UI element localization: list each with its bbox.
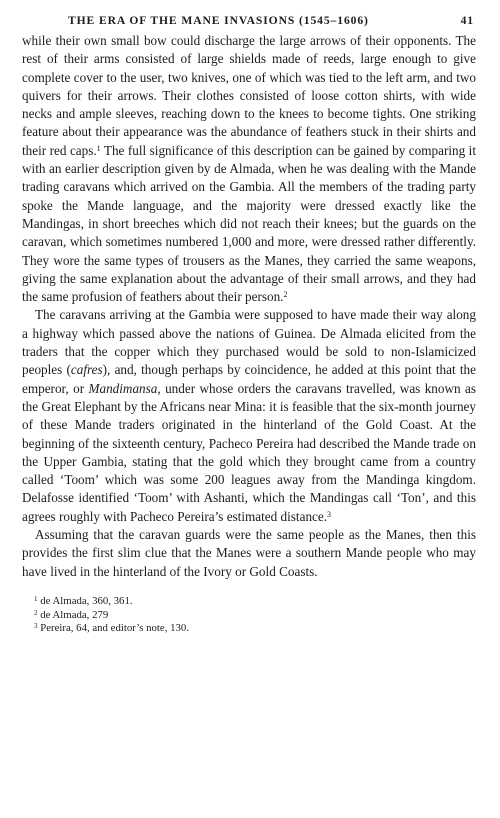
footnotes	[22, 595, 476, 636]
footnote-mark: 1	[34, 594, 38, 603]
running-title: THE ERA OF THE MANE INVASIONS (1545–1606)	[68, 14, 369, 27]
footnote-ref: 2	[283, 290, 288, 300]
footnote-mark: 2	[34, 608, 38, 617]
body-text	[22, 32, 476, 581]
paragraph-2	[22, 306, 476, 526]
paragraph-1	[22, 32, 476, 306]
footnote-3	[34, 622, 476, 636]
text-run: ), and, though perhaps by coincidence, he added at this point that the emperor, or	[22, 362, 476, 396]
text-run: The full significance of this description can be gained by comparing it with an earlier description given by de Almada, when he was dealing with the Mande trading caravans which arrived on the Gambia. All the members of the trading party spoke the Mande language, and the majority were dressed exactly like the Mandingas, in short breeches which did not reach their knees; but the guards on the caravan, which sometimes numbered 1,000 and more, were dressed rather differently. They wore the same types of trousers as the Manes, they carried the same weapons, giving the same explanation about the advantage of their small arrows, and they had the same profusion of feathers about their person.	[22, 142, 477, 305]
paragraph-3	[22, 526, 476, 581]
footnote-mark: 3	[34, 622, 38, 631]
footnote-text: de Almada, 279	[37, 608, 109, 621]
italic-term: Mandimansa	[88, 380, 158, 396]
footnote-2	[34, 609, 476, 623]
footnote-text: de Almada, 360, 361.	[37, 594, 133, 607]
footnote-1	[34, 595, 476, 609]
running-header	[22, 10, 476, 32]
text-run: while their own small bow could discharge the large arrows of their opponents. The rest of their arms consisted of large shields made of reeds, large enough to give complete cover to the user, two knives, one of which was tied to the left arm, and two quivers for their arrows. Their clothes consisted of loose cotton shirts, with wide necks and ample sleeves, reaching down to the knees to become tights. One striking feature about their appearance was the abundance of feathers stuck in their shirts and their red caps.	[22, 33, 476, 158]
italic-term: cafres	[70, 362, 103, 378]
text-run: The caravans arriving at the Gambia were supposed to have made their way along a highway which passed above the nations of Guinea. De Almada elicited from the traders that the copper which they purchased would be sold to non-Islamicized peoples (	[22, 307, 476, 378]
text-run: Assuming that the caravan guards were the same people as the Manes, then this provides the first slim clue that the Manes were a southern Mande people who may have lived in the hinterland of the Ivory or Gold Coasts.	[22, 527, 476, 579]
text-run: , under whose orders the caravans travelled, was known as the Great Elephant by the Africans near Mina: it is feasible that the six-month journey of these Mande traders originated in the hinterland of the Gold Coast. At the beginning of the sixteenth century, Pacheco Pereira had described the Mande trade on the Upper Gambia, stating that the gold which they brought came from a country called ‘Toom’ which was some 200 leagues away from the Mandinga kingdom. Delafosse identified ‘Toom’ with Ashanti, which the Mandingas call ‘Ton’, and this agrees roughly with Pacheco Pereira’s estimated distance.	[22, 380, 476, 524]
footnote-text: Pereira, 64, and editor’s note, 130.	[37, 622, 190, 635]
page-number: 41	[460, 14, 474, 27]
footnote-ref: 1	[96, 143, 101, 153]
footnote-ref: 3	[327, 509, 332, 519]
